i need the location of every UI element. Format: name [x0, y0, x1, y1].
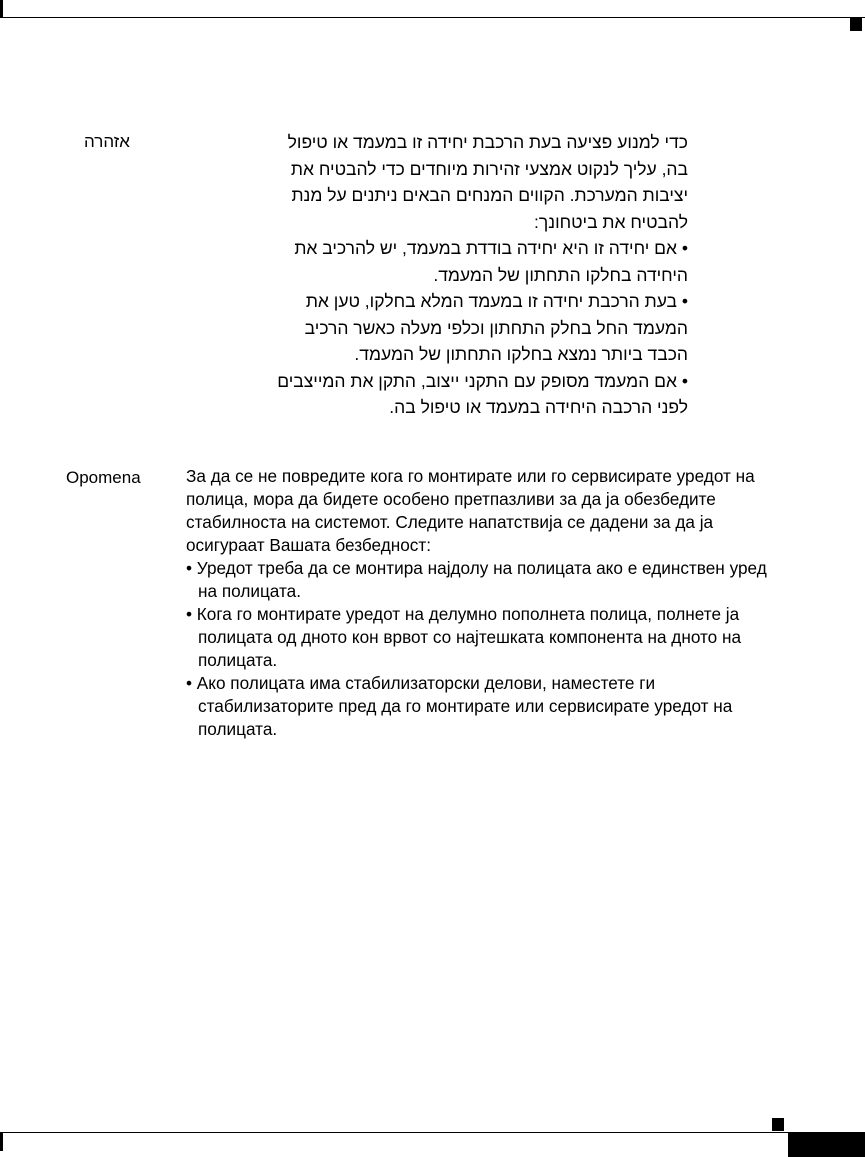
- macedonian-line: стабилизаторите пред да го монтирате или сервисирате уредот на: [198, 696, 733, 716]
- footer-tab-block: [788, 1133, 865, 1157]
- hebrew-bullet-line: • אם המעמד מסופק עם התקני ייצוב, התקן את המייצבים: [277, 370, 688, 391]
- macedonian-line: полицата.: [198, 650, 278, 670]
- macedonian-line: полица, мора да бидете особено претпазливи за да ја обезбедите: [186, 489, 716, 509]
- macedonian-line: осигураат Вашата безбедност:: [186, 535, 432, 555]
- header-rule: [0, 17, 865, 18]
- footer-rule: [0, 1132, 865, 1133]
- hebrew-line: לפני הרכבה היחידה במעמד או טיפול בה.: [389, 397, 688, 417]
- macedonian-line: полицата.: [198, 719, 278, 739]
- hebrew-line: בה, עליך לנקוט אמצעי זהירות מיוחדים כדי להבטיח את: [290, 158, 688, 179]
- macedonian-line: на полицата.: [198, 581, 301, 601]
- bottom-crop-mark: [0, 1133, 3, 1151]
- macedonian-line: полицата од дното кон врвот со најтешката компонента на дното на: [198, 627, 742, 647]
- hebrew-line: המעמד החל בחלק התחתון וכלפי מעלה כאשר הרכיב: [304, 317, 688, 338]
- hebrew-line: היחידה בחלקו התחתון של המעמד.: [433, 264, 688, 285]
- hebrew-line: להבטיח את ביטחונך:: [534, 211, 688, 232]
- hebrew-bullet-line: • בעת הרכבת יחידה זו במעמד המלא בחלקו, טען את: [305, 291, 688, 311]
- header-tab-marker: [850, 18, 862, 31]
- hebrew-bullet-line: • אם יחידה זו היא יחידה בודדת במעמד, יש להרכיב את: [294, 238, 688, 258]
- hebrew-line: כדי למנוע פציעה בעת הרכבת יחידה זו במעמד או טיפול: [287, 132, 688, 152]
- macedonian-warning-label: Opomena: [66, 468, 141, 487]
- macedonian-bullet-line: • Ако полицата има стабилизаторски делови, наместете ги: [186, 673, 656, 693]
- footer-page-marker: [772, 1118, 784, 1131]
- hebrew-line: הכבד ביותר נמצא בחלקו התחתון של המעמד.: [354, 344, 688, 364]
- hebrew-warning-text: [182, 129, 688, 421]
- macedonian-line: За да се не повредите кога го монтирате или го сервисирате уредот на: [186, 466, 755, 486]
- macedonian-bullet-line: • Кога го монтирате уредот на делумно пополнета полица, полнете ја: [186, 604, 740, 624]
- hebrew-line: יציבות המערכת. הקווים המנחים הבאים ניתנים על מנת: [291, 185, 688, 205]
- hebrew-warning-label: אזהרה: [84, 132, 130, 151]
- top-crop-mark: [0, 0, 3, 18]
- macedonian-line: стабилноста на системот. Следите напатствија се дадени за да ја: [186, 512, 714, 532]
- macedonian-warning-text: [186, 465, 856, 741]
- macedonian-bullet-line: • Уредот треба да се монтира најдолу на полицата ако е единствен уред: [186, 558, 767, 578]
